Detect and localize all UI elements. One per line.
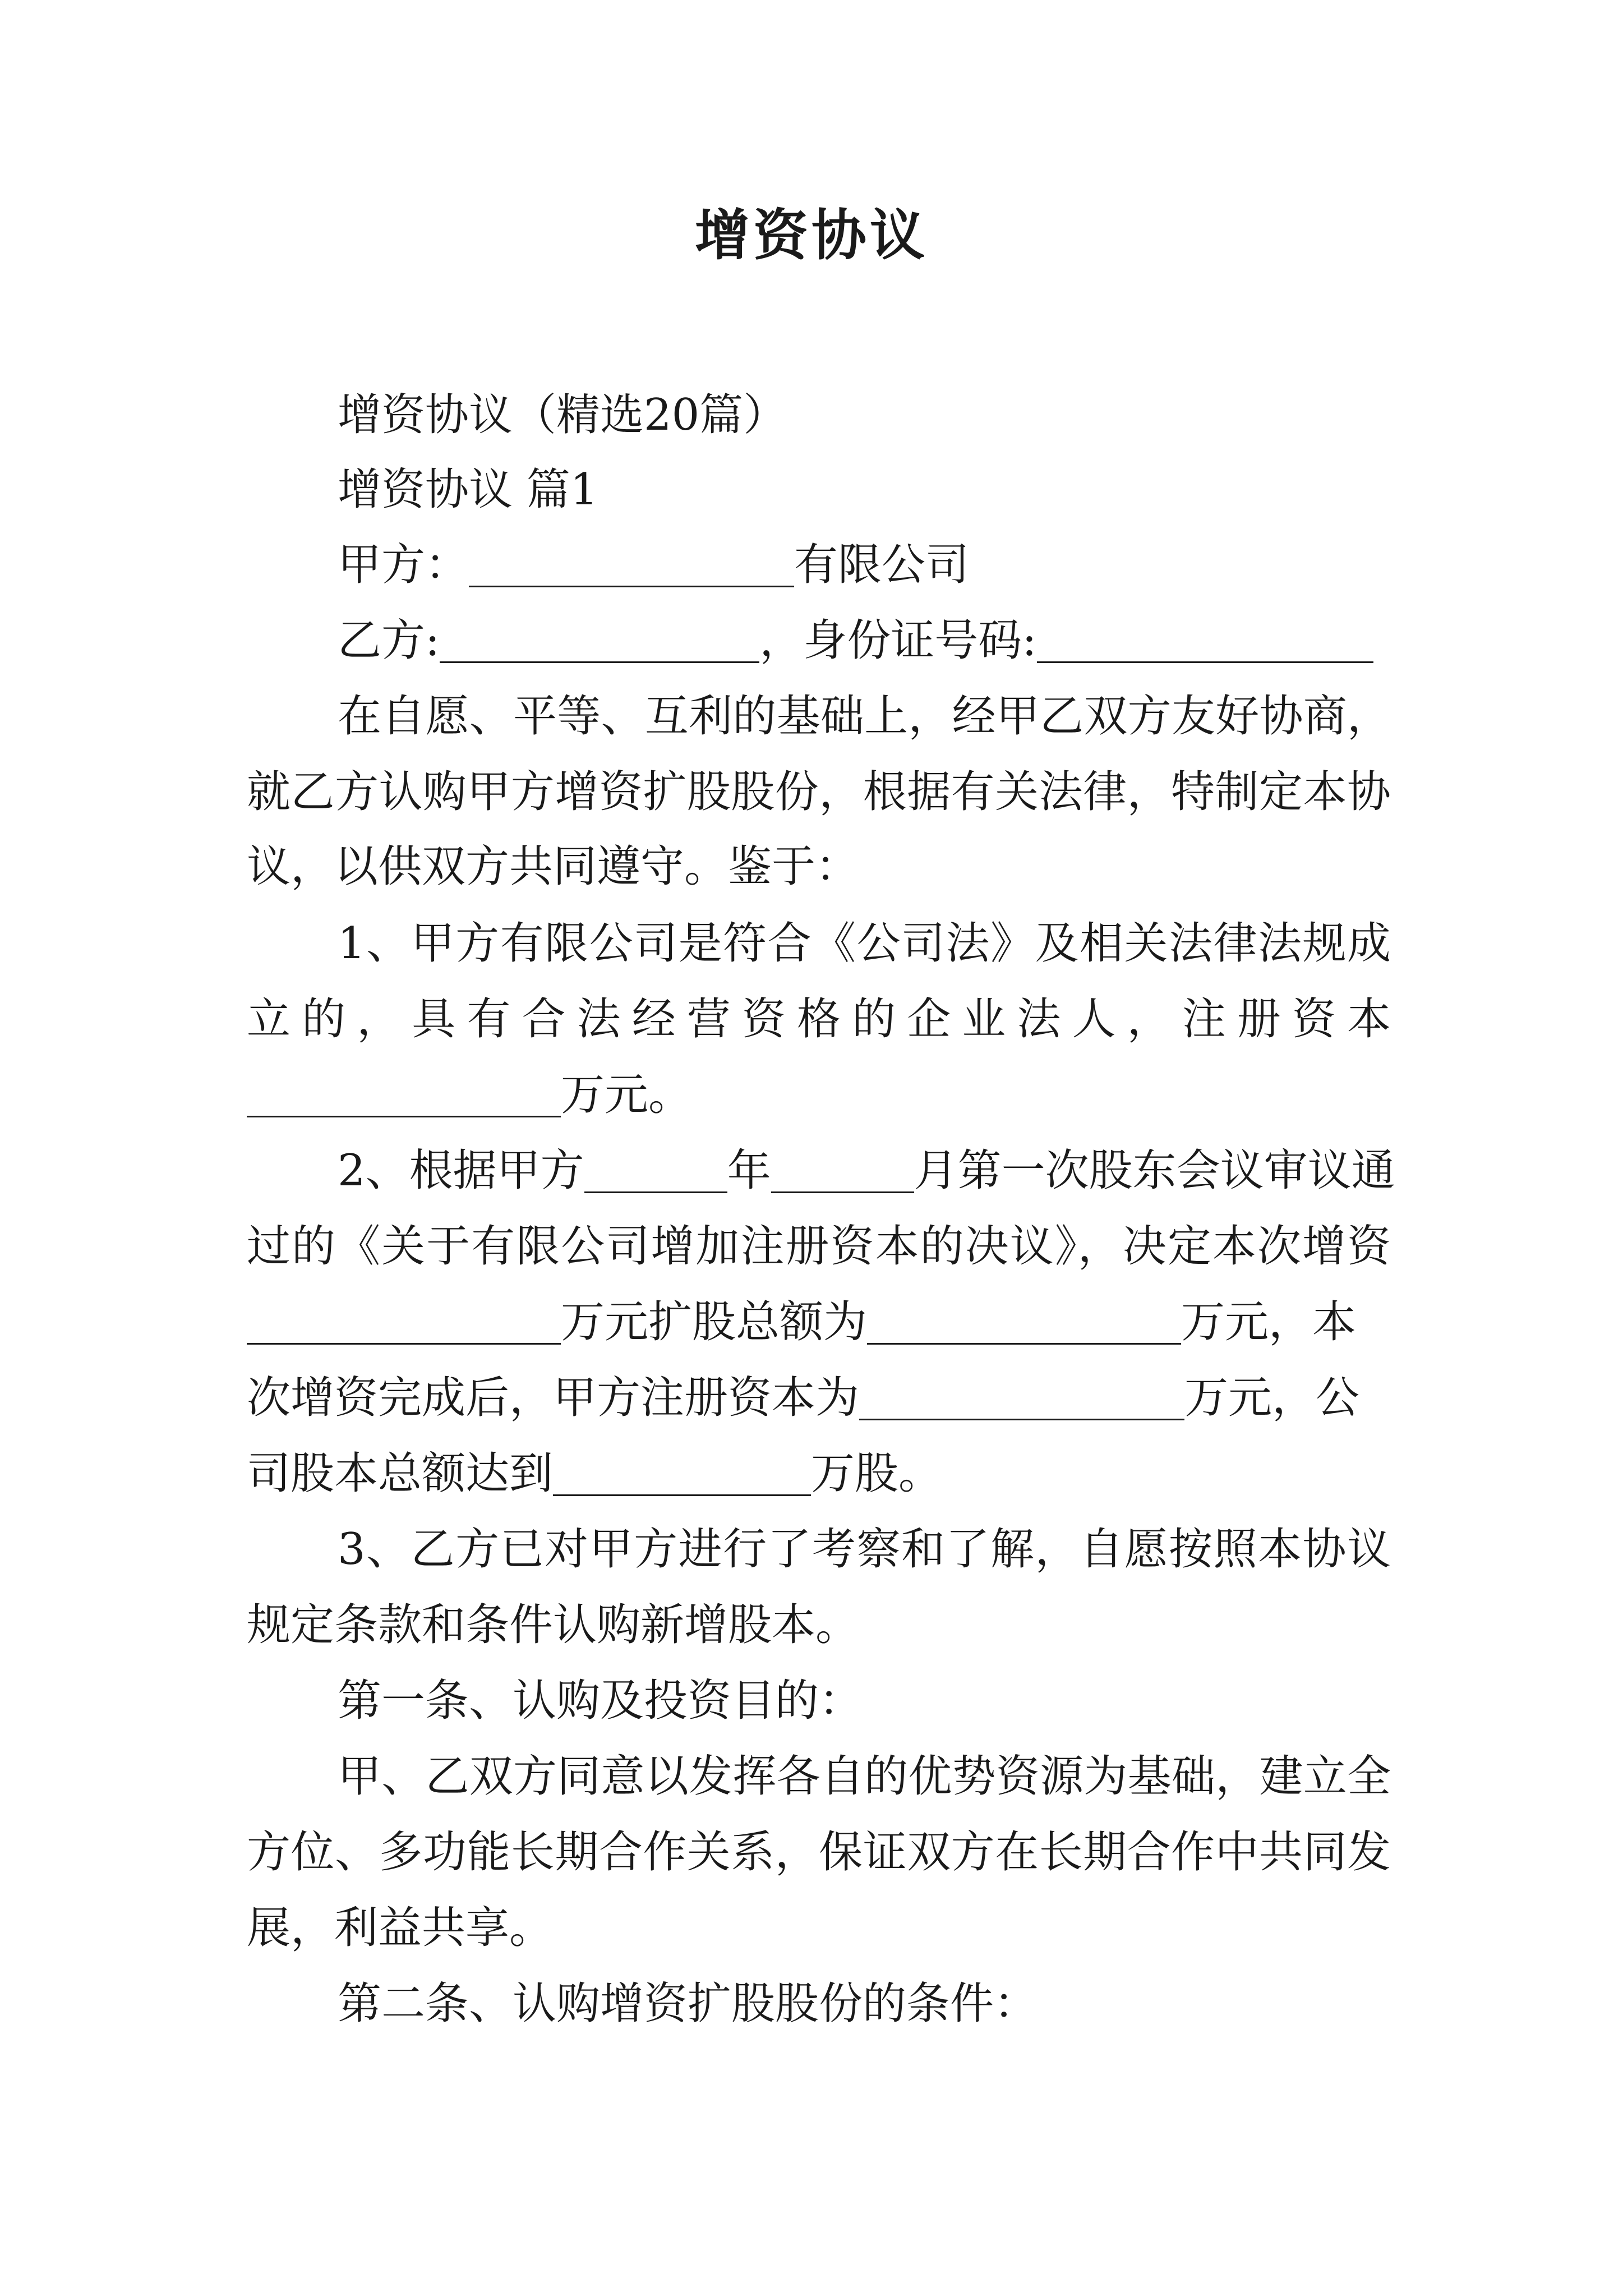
party-b-name-blank — [440, 621, 759, 663]
item2-text-c: 月第一次股东会议审议通 — [914, 1145, 1395, 1196]
item2-line-3 — [247, 1291, 1391, 1353]
item2-line-4 — [247, 1367, 1391, 1429]
item2-line-5 — [247, 1443, 1391, 1504]
item2-text-year: 年 — [727, 1145, 771, 1196]
item2-text-l5a: 司股本总额达到 — [247, 1448, 554, 1499]
intro-line-1: 在自愿、平等、互利的基础上，经甲乙双方友好协商， — [338, 691, 1391, 742]
year-blank — [584, 1151, 727, 1193]
total-shares-blank — [553, 1454, 811, 1496]
intro-line-2: 就乙方认购甲方增资扩股股份，根据有关法律，特制定本协 — [247, 767, 1391, 817]
item2-text-l3b: 万元，本 — [1181, 1297, 1357, 1347]
article1-line-2: 方位、多功能长期合作关系，保证双方在长期合作中共同发 — [247, 1827, 1391, 1878]
section-heading: 增资协议 篇1 — [338, 464, 598, 515]
item1-line-3 — [247, 1064, 1391, 1126]
capital-increase-blank — [247, 1303, 561, 1345]
total-expansion-blank — [867, 1303, 1181, 1345]
new-registered-capital-blank — [859, 1378, 1184, 1420]
month-blank — [771, 1151, 914, 1193]
party-a-blank — [469, 545, 794, 587]
party-a-suffix: 有限公司 — [794, 540, 970, 590]
item2-text-a: 2、根据甲方 — [338, 1145, 584, 1196]
article1-line-3: 展，利益共享。 — [247, 1903, 554, 1953]
article1-line-1: 甲、乙双方同意以发挥各自的优势资源为基础，建立全 — [338, 1751, 1391, 1802]
item2-text-l3a: 万元扩股总额为 — [561, 1297, 868, 1347]
item1-line-2: 立的，具有合法经营资格的企业法人，注册资本 — [247, 994, 1391, 1045]
article2-heading: 第二条、认购增资扩股股份的条件： — [338, 1978, 1038, 2029]
intro-line-3: 议，以供双方共同遵守。鉴于： — [247, 841, 860, 892]
article1-heading: 第一条、认购及投资目的： — [338, 1676, 863, 1726]
item3-line-1: 3、乙方已对甲方进行了考察和了解，自愿按照本协议 — [338, 1524, 1391, 1575]
item2-text-l4b: 万元，公 — [1184, 1373, 1360, 1423]
party-a-line — [338, 534, 1391, 596]
item2-text-l4a: 次增资完成后，甲方注册资本为 — [247, 1373, 860, 1423]
party-b-line — [338, 610, 1391, 671]
registered-capital-blank — [247, 1075, 561, 1117]
item3-line-2: 规定条款和条件认购新增股本。 — [247, 1600, 860, 1650]
item2-line-2: 过的《关于有限公司增加注册资本的决议》，决定本次增资 — [247, 1221, 1391, 1272]
party-a-label: 甲方： — [338, 540, 469, 590]
item1-line-3-suffix: 万元。 — [561, 1070, 693, 1120]
subtitle: 增资协议（精选20篇） — [338, 390, 787, 440]
item2-line-1 — [338, 1140, 1395, 1202]
item1-line-1: 1、甲方有限公司是符合《公司法》及相关法律法规成 — [338, 918, 1391, 969]
party-b-id-blank — [1037, 621, 1373, 663]
item2-text-l5b: 万股。 — [811, 1448, 943, 1499]
document-title: 增资协议 — [694, 203, 928, 268]
party-b-label: 乙方: — [338, 615, 440, 666]
party-b-id-label: ，身份证号码: — [759, 615, 1037, 666]
